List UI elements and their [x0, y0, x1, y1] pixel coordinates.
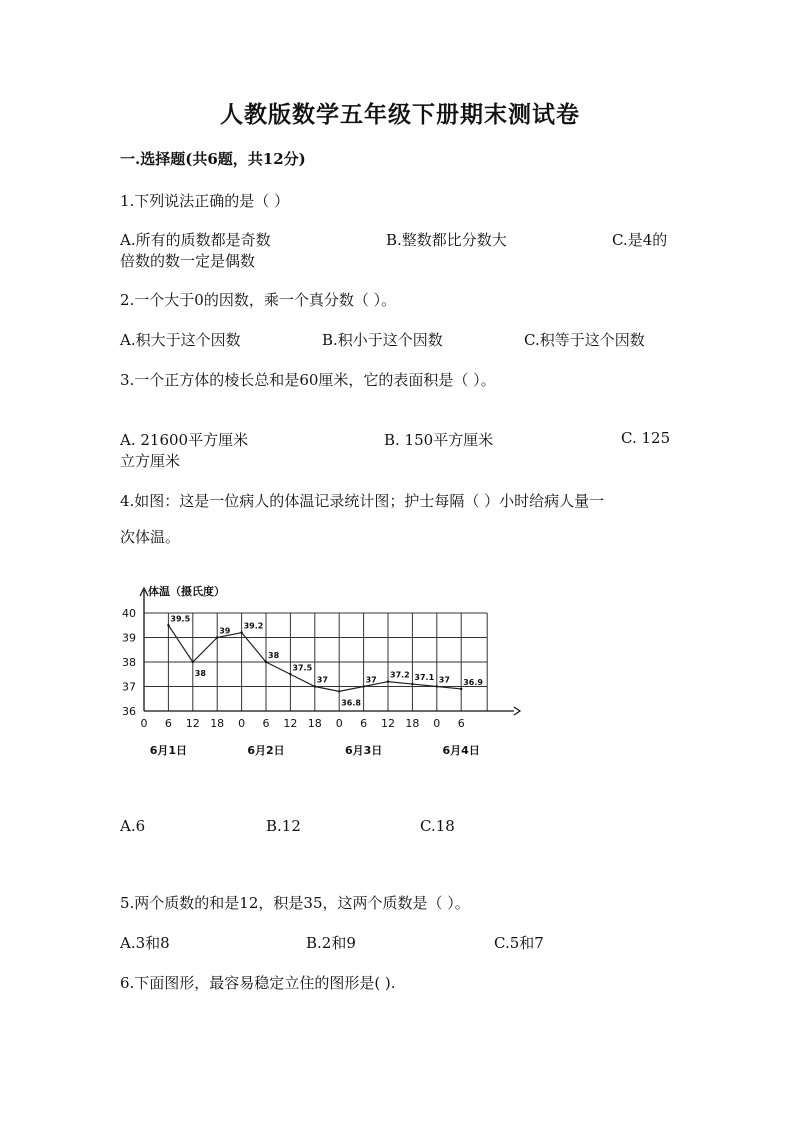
x-tick-label: 0	[238, 717, 246, 730]
y-tick-label: 36	[122, 705, 136, 718]
x-tick-label: 6	[262, 717, 270, 730]
data-label: 37.5	[292, 663, 313, 673]
question-3-option-a: A. 21600平方厘米	[120, 431, 249, 449]
y-tick-label: 38	[122, 656, 136, 669]
data-point	[436, 685, 438, 687]
question-4-option-a: A.6	[120, 817, 146, 835]
data-label: 38	[268, 651, 280, 660]
question-5-option-a: A.3和8	[120, 934, 170, 952]
x-tick-label: 12	[283, 717, 298, 730]
data-label: 36.9	[463, 677, 483, 687]
day-label: 6月2日	[247, 744, 285, 757]
data-point	[338, 690, 340, 692]
question-1-option-b: B.整数都比分数大	[386, 231, 507, 249]
question-1-stem: 1.下列说法正确的是（ ）	[120, 192, 290, 210]
data-label: 36.8	[341, 698, 361, 708]
question-4-stem-line-2: 次体温。	[120, 528, 181, 546]
y-tick-label: 37	[122, 680, 136, 694]
data-point	[362, 685, 364, 687]
data-point	[216, 636, 218, 638]
y-tick-label: 40	[122, 607, 136, 620]
question-6-stem: 6.下面图形，最容易稳定立住的图形是( ).	[120, 974, 396, 992]
question-3-stem: 3.一个正方体的棱长总和是60厘米，它的表面积是（ ）。	[120, 371, 496, 389]
x-axis-arrow	[514, 707, 520, 715]
question-4-option-b: B.12	[266, 817, 301, 835]
x-tick-label: 6	[457, 717, 465, 730]
data-point	[167, 624, 169, 626]
data-point	[265, 661, 267, 663]
data-point	[460, 688, 462, 690]
data-point	[240, 631, 242, 633]
x-tick-label: 6	[360, 717, 368, 730]
x-tick-label: 18	[210, 717, 225, 730]
x-tick-label: 12	[185, 717, 200, 730]
data-label: 37	[316, 675, 328, 685]
section-heading: 一.选择题(共6题，共12分)	[120, 150, 306, 168]
data-point	[387, 680, 389, 682]
data-point	[411, 683, 413, 685]
question-1-option-a: A.所有的质数都是奇数	[120, 231, 271, 249]
data-label: 37.2	[390, 670, 410, 680]
question-3-option-b: B. 150平方厘米	[384, 431, 494, 449]
data-label: 37.1	[414, 673, 435, 683]
x-tick-label: 0	[433, 717, 441, 730]
data-point	[314, 685, 316, 687]
question-4-stem-line-1: 4.如图：这是一位病人的体温记录统计图；护士每隔（ ）小时给病人量一	[120, 492, 605, 510]
question-2-option-a: A.积大于这个因数	[120, 331, 241, 349]
temperature-chart-svg	[118, 578, 538, 778]
y-tick-label: 39	[122, 631, 136, 645]
question-2-option-c: C.积等于这个因数	[524, 331, 645, 349]
question-4-option-c: C.18	[420, 817, 455, 835]
question-5-option-c: C.5和7	[494, 934, 544, 952]
data-label: 39.5	[170, 614, 191, 624]
data-label: 39	[219, 626, 231, 636]
data-label: 37	[438, 675, 450, 685]
data-point	[192, 661, 194, 663]
x-tick-label: 18	[405, 717, 420, 730]
day-label: 6月3日	[344, 744, 383, 757]
data-label: 37	[365, 675, 377, 685]
day-label: 6月4日	[442, 744, 480, 757]
question-3-option-c-continued: 立方厘米	[120, 452, 181, 470]
data-label: 38	[194, 669, 206, 678]
temperature-chart	[118, 578, 538, 778]
data-point	[289, 673, 291, 675]
question-2-option-b: B.积小于这个因数	[322, 331, 443, 349]
question-2-stem: 2.一个大于0的因数，乘一个真分数（ ）。	[120, 291, 397, 309]
x-tick-label: 0	[140, 717, 148, 730]
y-axis-title: 体温（摄氏度）	[148, 585, 225, 598]
data-label: 39.2	[243, 621, 264, 631]
day-label: 6月1日	[149, 744, 188, 757]
question-1-option-c-continued: 倍数的数一定是偶数	[120, 252, 256, 270]
question-5-stem: 5.两个质数的和是12，积是35，这两个质数是（ ）。	[120, 894, 470, 912]
x-tick-label: 18	[307, 717, 322, 730]
x-tick-label: 0	[335, 717, 343, 730]
x-tick-label: 6	[164, 717, 172, 730]
question-1-option-c: C.是4的	[612, 231, 668, 249]
question-3-option-c: C. 125	[621, 429, 671, 447]
question-5-option-b: B.2和9	[306, 934, 356, 952]
page-title: 人教版数学五年级下册期末测试卷	[220, 101, 580, 128]
x-tick-label: 12	[381, 717, 395, 730]
